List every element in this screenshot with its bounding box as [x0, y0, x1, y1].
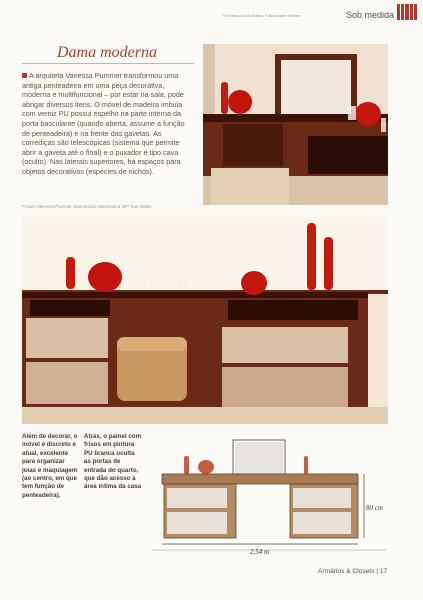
sketch-width-label: 2,54 m [250, 548, 270, 556]
article-title: Dama moderna [57, 44, 157, 61]
section-bars-logo [397, 4, 417, 20]
header-credits: Por Maria Lúcia Matos | Fotos André Wilmer [222, 13, 301, 18]
photo-dressing-table-open [203, 44, 388, 205]
photo-sideboard-closed [22, 217, 388, 424]
project-credit: Projeto Vanessa Pummer. Marcenaria: Marcenaria JBT San Mobel. [22, 204, 153, 209]
article-body [22, 71, 194, 177]
sketch-height-label: 80 cm [366, 504, 383, 512]
photo-caption-left: Além de decorar, o móvel é discreto e atual, excelente para organizar joias e maquiagem (ao centro, em que tem função de penteadeira). [22, 433, 78, 499]
page-footer: Armários & Closets | 17 [318, 568, 388, 575]
paragraph-marker [22, 73, 27, 78]
furniture-sketch [150, 430, 388, 558]
photo-caption-right: Atrás, o painel com frisos em pintura PU branca oculta as portas de entrada do quarto, que dão acesso à área íntima da casa [84, 433, 142, 491]
title-divider [22, 63, 194, 64]
section-title: Sob medida [346, 10, 395, 20]
article-body-text: A arquiteta Vanessa Pummer transformou uma antiga penteadeira em uma peça decorativa, moderna e multifuncional – por estar na sala, pode abrigar diversos itens. O móvel de madeira imbuia com verniz PU possui espelho na parte interna da porta basculante (quando aberta, assume a função de penteadeira) e na frente das gavetas. As corrediças são telescópicas (sistema que permite abrir a gaveta até o final) e o puxador é tipo cava (oculto). Nas laterais superiores, há espaços para objetos decorativos (espécies de nichos). [22, 71, 185, 176]
